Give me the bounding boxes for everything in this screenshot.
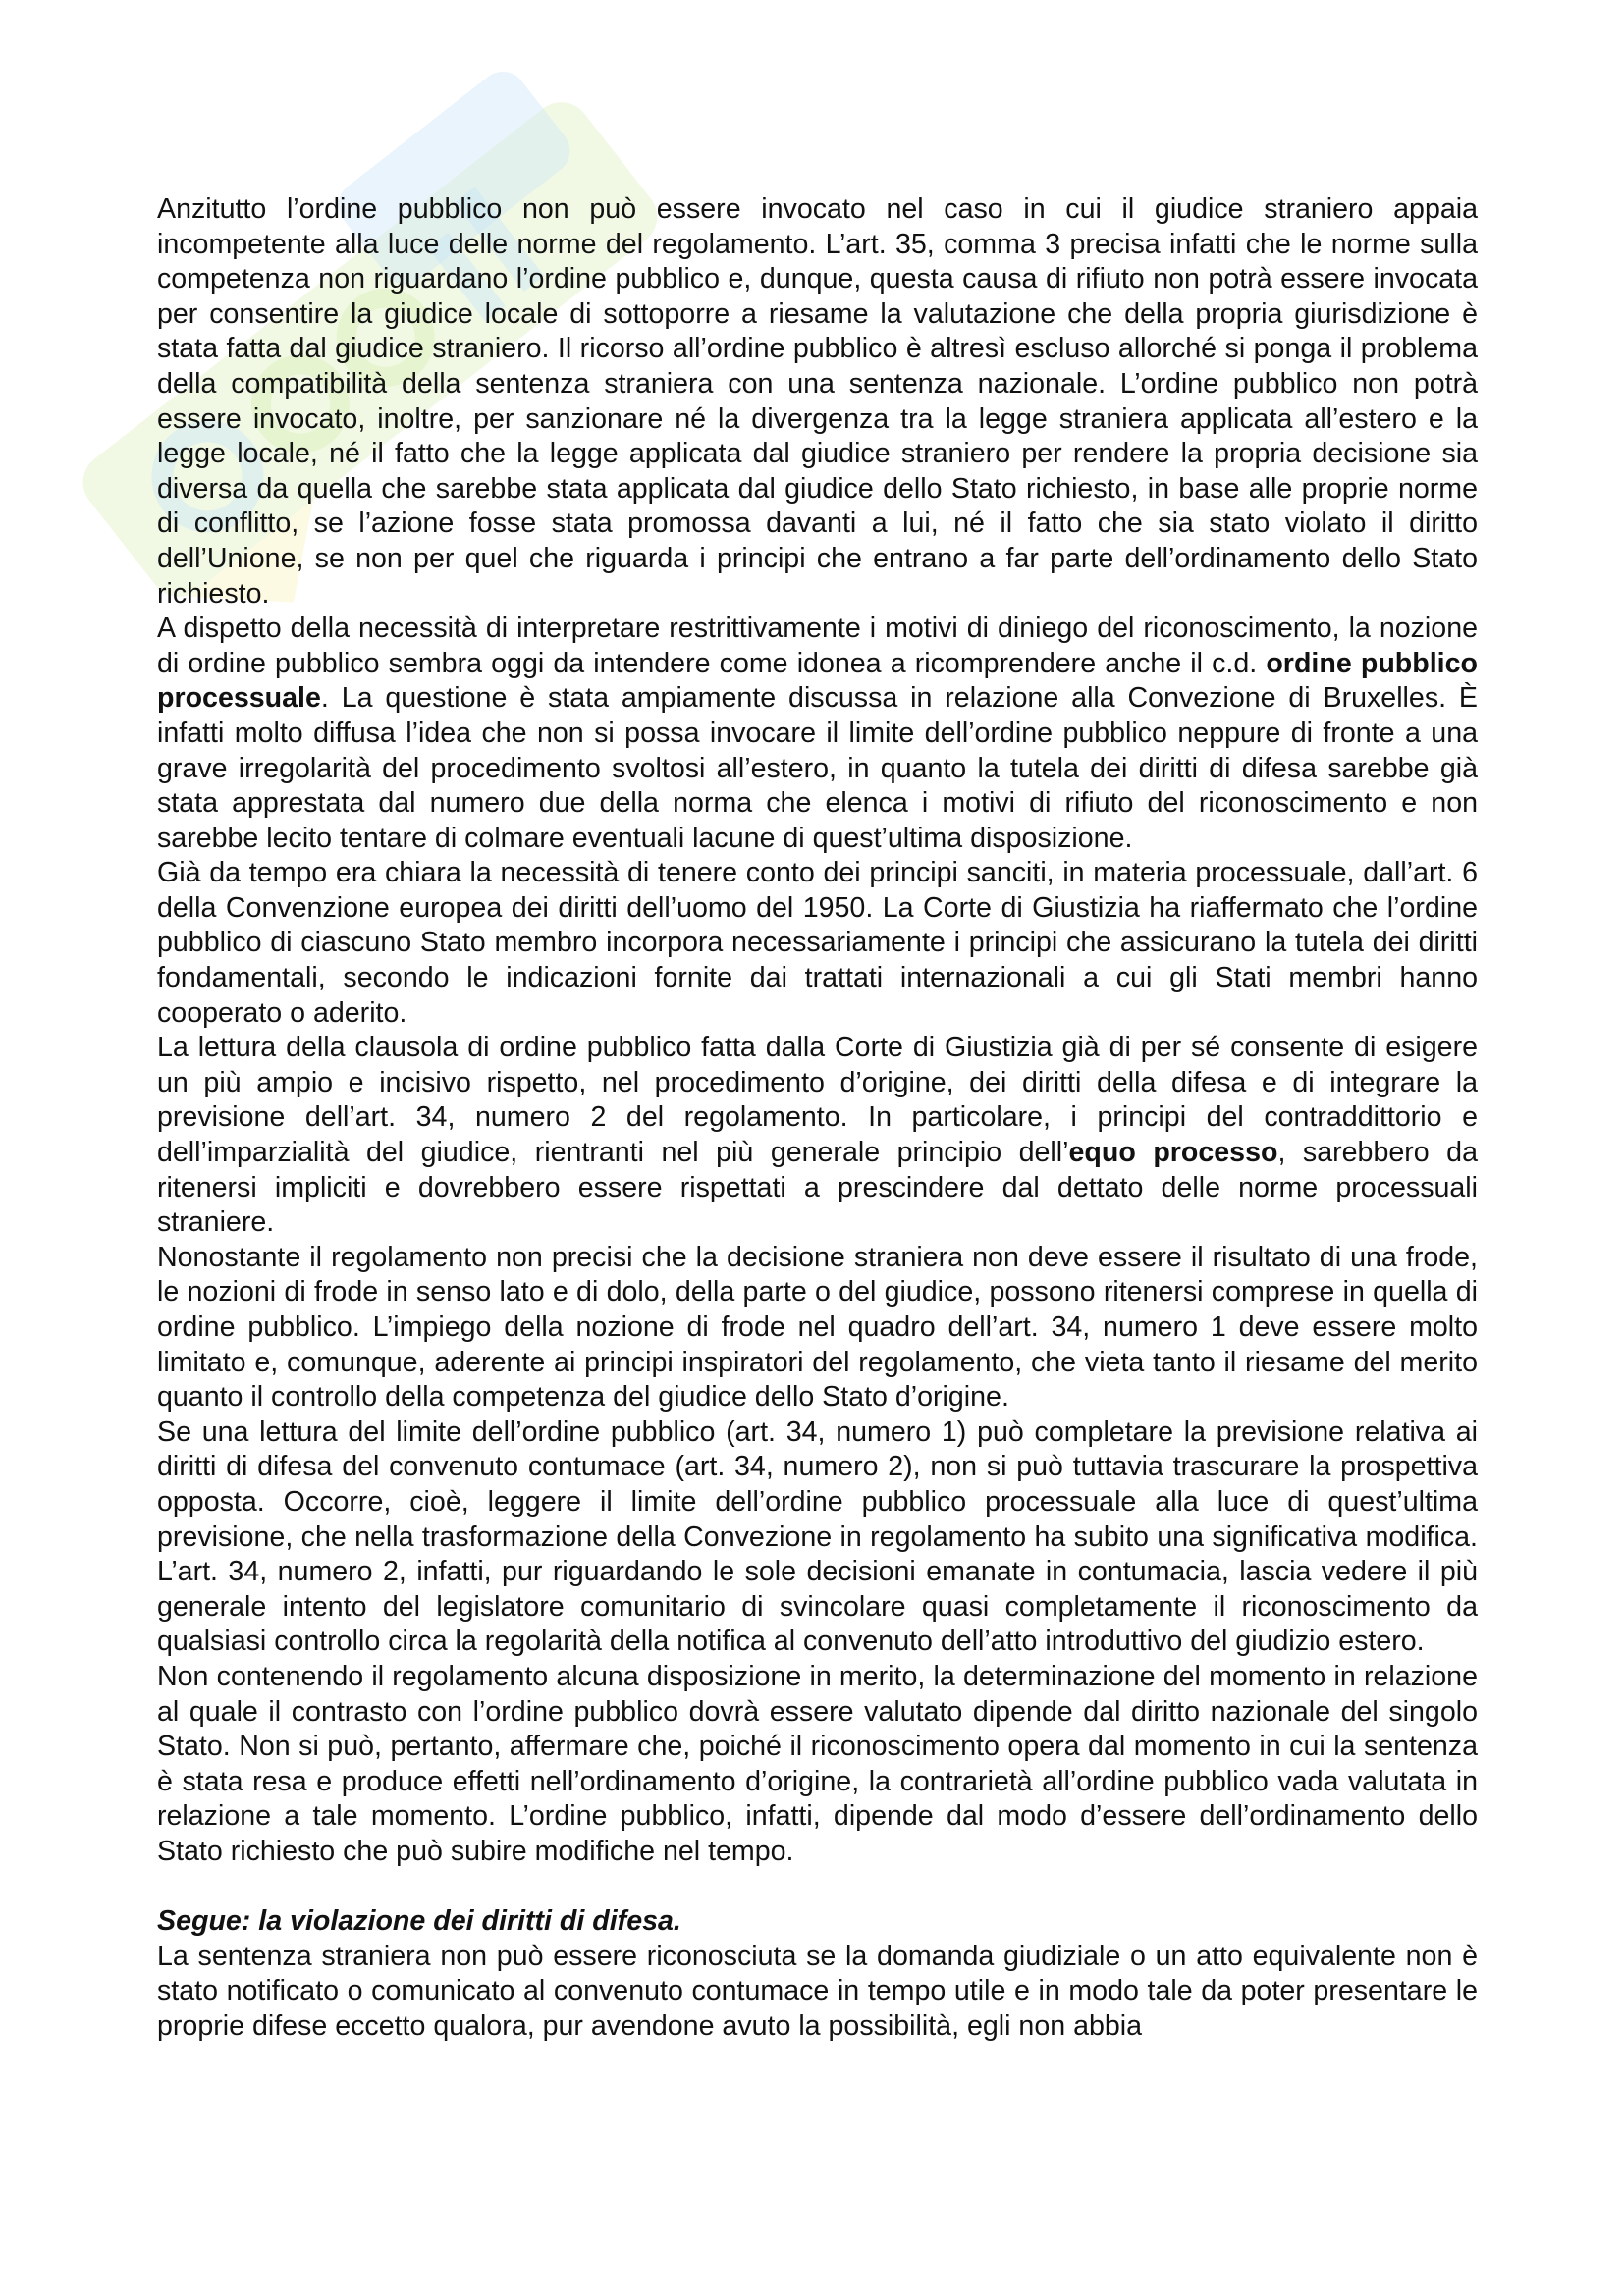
paragraph-2 xyxy=(157,612,1478,856)
paragraph-3: Già da tempo era chiara la necessità di tenere conto dei principi sanciti, in materia processuale, dall’art. 6 della Convenzione europea dei diritti dell’uomo del 1950. La Corte di Giustizia ha riaffermato che l’ordine pubblico di ciascuno Stato membro incorpora necessariamente i principi che assicurano la tutela dei diritti fondamentali, secondo le indicazioni fornite dai trattati internazionali a cui gli Stati membri hanno cooperato o aderito. xyxy=(157,857,1478,1029)
paragraph-6: Se una lettura del limite dell’ordine pubblico (art. 34, numero 1) può completare la previsione relativa ai diritti di difesa del convenuto contumace (art. 34, numero 2), non si può tuttavia trascurare la prospettiva opposta. Occorre, cioè, leggere il limite dell’ordine pubblico processuale alla luce di quest’ultima previsione, che nella trasformazione della Convezione in regolamento ha subito una significativa modifica. L’art. 34, numero 2, infatti, pur riguardando le sole decisioni emanate in contumacia, lascia vedere il più generale intento del legislatore comunitario di svincolare quasi completamente il riconoscimento da qualsiasi controllo circa la regolarità della notifica al convenuto dell’atto introduttivo del giudizio estero. xyxy=(157,1415,1478,1658)
paragraph-4-text-before: La lettura della clausola di ordine pubblico fatta dalla Corte di Giustizia già di per sé consente di esigere un più ampio e incisivo rispetto, nel procedimento d’origine, dei diritti della difesa e di integrare la previsione dell’art. 34, numero 2 del regolamento. In particolare, i principi del contraddittorio e dell’imparzialità del giudice, rientranti nel più generale principio dell’ xyxy=(157,1032,1478,1169)
document-body xyxy=(157,192,1478,2044)
paragraph-1: Anzitutto l’ordine pubblico non può essere invocato nel caso in cui il giudice straniero appaia incompetente alla luce delle norme del regolamento. L’art. 35, comma 3 precisa infatti che le norme sulla competenza non riguardano l’ordine pubblico e, dunque, questa causa di rifiuto non potrà essere invocata per consentire la giudice locale di sottoporre a riesame la valutazione che della propria giurisdizione è stata fatta dal giudice straniero. Il ricorso all’ordine pubblico è altresì escluso allorché si ponga il problema della compatibilità della sentenza straniera con una sentenza nazionale. L’ordine pubblico non potrà essere invocato, inoltre, per sanzionare né la divergenza tra la legge straniera applicata all’estero e la legge locale, né il fatto che la legge applicata dal giudice straniero per rendere la propria decisione sia diversa da quella che sarebbe stata applicata dal giudice dello Stato richiesto, in base alle proprie norme di conflitto, se l’azione fosse stata promossa davanti a lui, né il fatto che sia stato violato il diritto dell’Unione, se non per quel che riguarda i principi che entrano a far parte dell’ordinamento dello Stato richiesto. xyxy=(157,193,1478,610)
section-heading: Segue: la violazione dei diritti di difesa. xyxy=(157,1905,681,1938)
paragraph-2-bold-term: ordine pubblico processuale xyxy=(157,647,1478,715)
section-paragraph: La sentenza straniera non può essere riconosciuta se la domanda giudiziale o un atto equivalente non è stato notificato o comunicato al convenuto contumace in tempo utile e in modo tale da poter presentare le proprie difese eccetto qualora, pur avendone avuto la possibilità, egli non abbia xyxy=(157,1940,1478,2042)
paragraph-4-bold-term: equo processo xyxy=(1068,1137,1278,1169)
paragraph-4 xyxy=(157,1031,1478,1241)
paragraph-2-text-before: A dispetto della necessità di interpretare restrittivamente i motivi di diniego del riconoscimento, la nozione di ordine pubblico sembra oggi da intendere come idonea a ricomprendere anche il c.d. xyxy=(157,613,1478,679)
paragraph-2-text-after: . La questione è stata ampiamente discussa in relazione alla Convezione di Bruxelles. È infatti molto diffusa l’idea che non si possa invocare il limite dell’ordine pubblico neppure di fronte a una grave irregolarità del procedimento svoltosi all’estero, in quanto la tutela dei diritti di difesa sarebbe già stata apprestata dal numero due della norma che elenca i motivi di rifiuto del riconoscimento e non sarebbe lecito tentare di colmare eventuali lacune di quest’ultima disposizione. xyxy=(157,682,1478,854)
paragraph-5: Nonostante il regolamento non precisi che la decisione straniera non deve essere il risultato di una frode, le nozioni di frode in senso lato e di dolo, della parte o del giudice, possono ritenersi comprese in quella di ordine pubblico. L’impiego della nozione di frode nel quadro dell’art. 34, numero 1 deve essere molto limitato e, comunque, aderente ai principi inspiratori del regolamento, che vieta tanto il riesame del merito quanto il controllo della competenza del giudice dello Stato d’origine. xyxy=(157,1241,1478,1414)
paragraph-7: Non contenendo il regolamento alcuna disposizione in merito, la determinazione del momento in relazione al quale il contrasto con l’ordine pubblico dovrà essere valutato dipende dal diritto nazionale del singolo Stato. Non si può, pertanto, affermare che, poiché il riconoscimento opera dal momento in cui la sentenza è stata resa e produce effetti nell’ordinamento d’origine, la contrarietà all’ordine pubblico vada valutata in relazione a tale momento. L’ordine pubblico, infatti, dipende dal modo d’essere dell’ordinamento dello Stato richiesto che può subire modifiche nel tempo. xyxy=(157,1660,1478,1867)
paragraph-4-text-after: , sarebbero da ritenersi impliciti e dovrebbero essere rispettati a prescindere dal dettato delle norme processuali straniere. xyxy=(157,1137,1478,1239)
